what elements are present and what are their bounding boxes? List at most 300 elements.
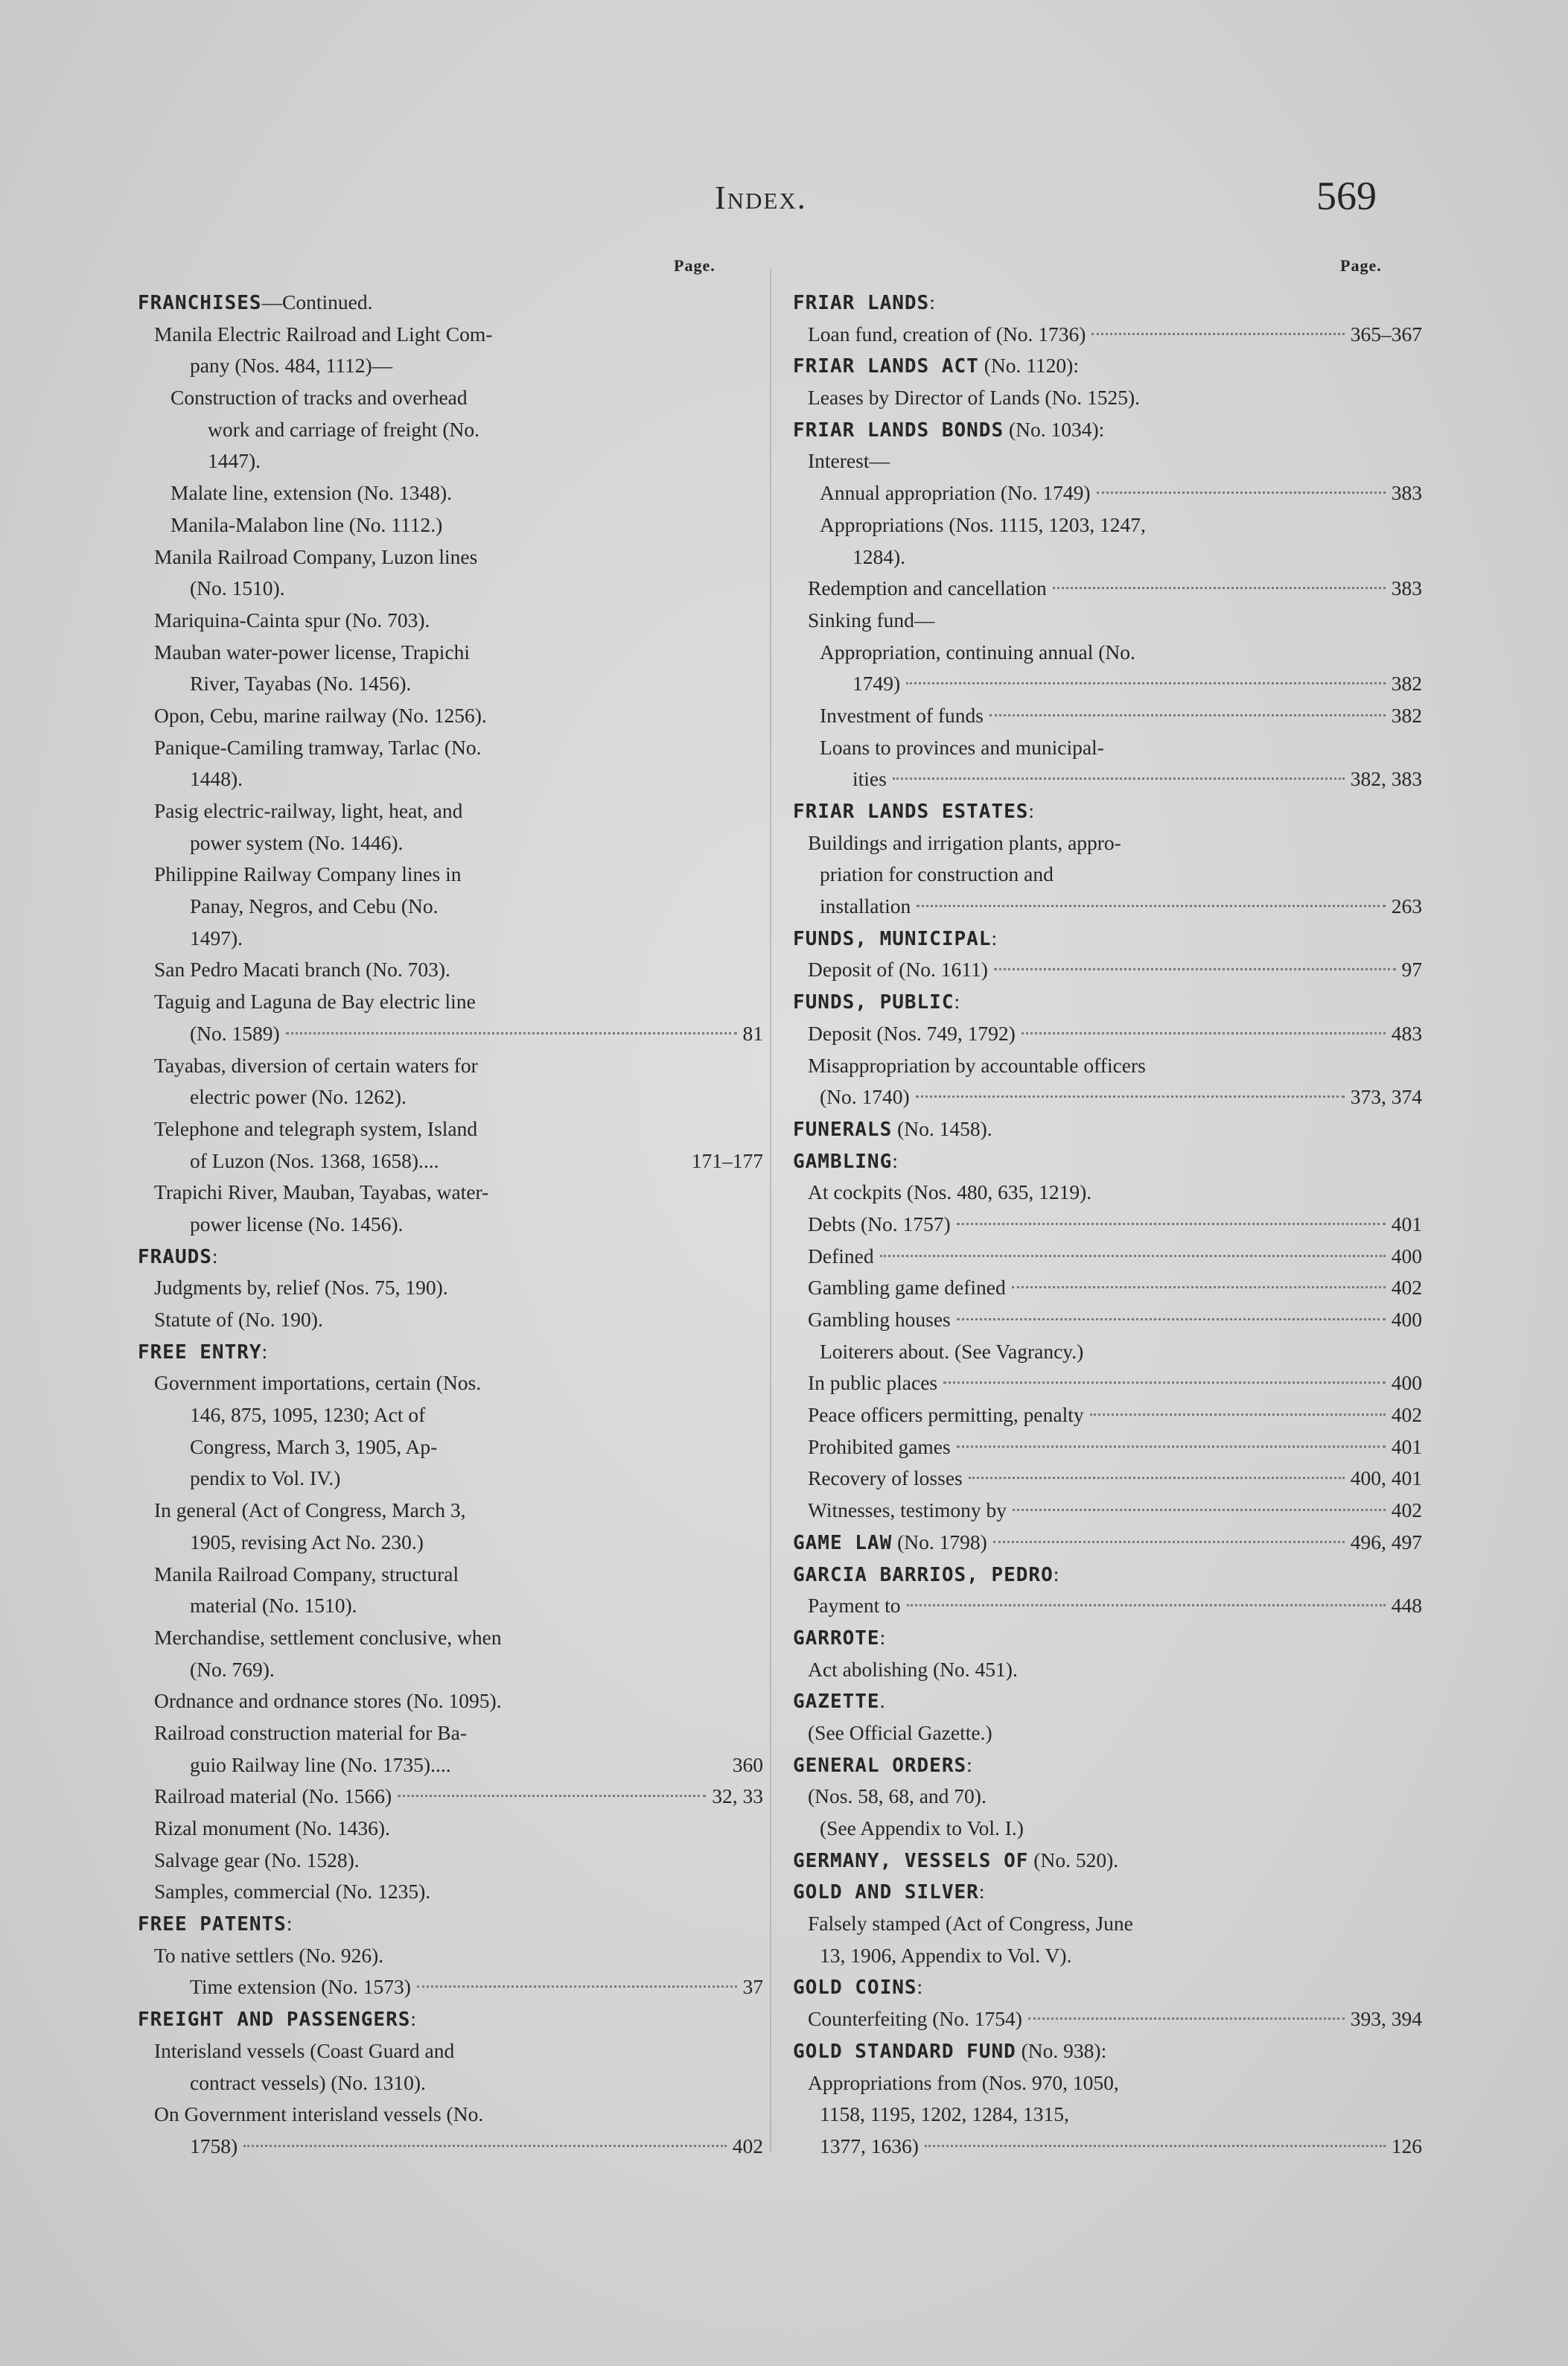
index-entry-text: Appropriation, continuing annual (No. bbox=[820, 640, 1135, 664]
index-entry-text: Railroad material (No. 1566) bbox=[154, 1784, 392, 1808]
index-entry-text: Time extension (No. 1573) bbox=[190, 1975, 411, 1999]
index-heading-line bbox=[793, 1845, 1422, 1877]
index-entry-text: Opon, Cebu, marine railway (No. 1256). bbox=[154, 703, 487, 727]
page-number: 569 bbox=[1316, 174, 1377, 218]
dot-leader bbox=[957, 1318, 1386, 1320]
index-heading-line bbox=[793, 1527, 1422, 1559]
index-entry-line bbox=[138, 1876, 763, 1908]
index-entry-line bbox=[793, 1304, 1422, 1336]
dot-leader bbox=[957, 1223, 1386, 1225]
index-heading: FRIAR LANDS BONDS bbox=[793, 419, 1004, 442]
index-entry-text: : bbox=[1053, 1562, 1059, 1586]
index-entry-text: Loans to provinces and municipal- bbox=[820, 735, 1104, 759]
index-entry-text: 1749) bbox=[852, 672, 901, 696]
index-entry-line bbox=[138, 1304, 763, 1336]
index-entry-text: (No. 1589) bbox=[190, 1021, 280, 1045]
index-entry-line bbox=[138, 1209, 763, 1241]
index-heading: FRIAR LANDS ESTATES bbox=[793, 801, 1029, 823]
index-heading: FREIGHT AND PASSENGERS bbox=[138, 2009, 411, 2032]
index-entry-text: Peace officers permitting, penalty bbox=[808, 1403, 1084, 1427]
index-entry-text: (No. 1510). bbox=[190, 576, 285, 600]
index-entry-line bbox=[793, 1399, 1422, 1431]
dot-leader bbox=[417, 1985, 737, 1988]
index-entry-line bbox=[793, 382, 1422, 414]
index-heading-line bbox=[138, 2003, 763, 2035]
index-entry-text: : bbox=[991, 926, 998, 950]
index-entry-text: Falsely stamped (Act of Congress, June bbox=[808, 1912, 1133, 1936]
dot-leader bbox=[1053, 587, 1386, 589]
index-entry-line bbox=[138, 891, 763, 923]
index-entry-text: pany (Nos. 484, 1112)— bbox=[190, 354, 393, 378]
index-entry-text: 1377, 1636) bbox=[820, 2134, 919, 2157]
page-reference: 373, 374 bbox=[1350, 1085, 1422, 1109]
index-entry-line bbox=[138, 763, 763, 795]
index-entry-text: ities bbox=[852, 767, 887, 791]
index-entry-line bbox=[793, 1813, 1422, 1845]
index-entry-line bbox=[138, 1431, 763, 1463]
index-heading: GAZETTE bbox=[793, 1691, 880, 1714]
dot-leader bbox=[1091, 333, 1344, 335]
index-entry-text: Buildings and irrigation plants, appro- bbox=[808, 830, 1121, 854]
index-entry-line bbox=[138, 1845, 763, 1877]
index-entry-line bbox=[793, 891, 1422, 923]
index-entry-text: Leases by Director of Lands (No. 1525). bbox=[808, 386, 1140, 410]
index-entry-line bbox=[138, 445, 763, 477]
page-reference: 382 bbox=[1391, 672, 1422, 696]
index-entry-line bbox=[793, 1717, 1422, 1749]
index-heading: FUNERALS bbox=[793, 1118, 893, 1141]
index-heading: GENERAL ORDERS bbox=[793, 1754, 967, 1777]
dot-leader bbox=[286, 1032, 737, 1034]
index-heading-line bbox=[793, 923, 1422, 955]
index-entry-line bbox=[793, 1177, 1422, 1209]
index-entry-line bbox=[138, 859, 763, 891]
index-entry-text: Congress, March 3, 1905, Ap- bbox=[190, 1434, 438, 1458]
right-column-page-label: Page. bbox=[1340, 256, 1382, 275]
index-entry-text: : bbox=[978, 1880, 985, 1904]
index-entry-text: Act abolishing (No. 451). bbox=[808, 1657, 1018, 1681]
index-heading-line bbox=[138, 1336, 763, 1368]
index-heading: FRAUDS bbox=[138, 1245, 212, 1268]
index-entry-text: Pasig electric-railway, light, heat, and bbox=[154, 799, 463, 822]
index-entry-text: (No. 769). bbox=[190, 1657, 275, 1681]
index-entry-line bbox=[138, 1495, 763, 1527]
dot-leader bbox=[398, 1795, 706, 1797]
index-entry-line bbox=[793, 2003, 1422, 2035]
index-entry-line bbox=[793, 1908, 1422, 1940]
index-entry-line bbox=[793, 1272, 1422, 1304]
index-entry-line bbox=[138, 1177, 763, 1209]
dot-leader bbox=[957, 1446, 1386, 1448]
index-entry-text: priation for construction and bbox=[820, 862, 1054, 886]
index-entry-line bbox=[138, 700, 763, 732]
index-entry-line bbox=[138, 1654, 763, 1686]
index-entry-line bbox=[138, 954, 763, 986]
index-entry-text: Counterfeiting (No. 1754) bbox=[808, 2007, 1022, 2031]
index-heading-line bbox=[793, 1622, 1422, 1654]
dot-leader bbox=[1090, 1413, 1386, 1416]
index-entry-text: Trapichi River, Mauban, Tayabas, water- bbox=[154, 1180, 489, 1204]
index-entry-text: (No. 1034): bbox=[1004, 417, 1105, 441]
index-entry-text: of Luzon (Nos. 1368, 1658).... bbox=[190, 1148, 439, 1172]
index-entry-line bbox=[793, 827, 1422, 859]
index-entry-text: (No. 1120): bbox=[978, 354, 1079, 378]
index-entry-line bbox=[138, 1113, 763, 1145]
index-heading: FREE PATENTS bbox=[138, 1913, 287, 1936]
index-entry-line bbox=[793, 1940, 1422, 1972]
page-reference: 496, 497 bbox=[1350, 1530, 1422, 1554]
index-entry-line bbox=[793, 1463, 1422, 1495]
index-entry-line bbox=[138, 1399, 763, 1431]
index-heading-line bbox=[793, 2035, 1422, 2067]
dot-leader bbox=[925, 2145, 1386, 2147]
index-entry-text: Manila-Malabon line (No. 1112.) bbox=[170, 512, 443, 536]
index-entry-line bbox=[138, 541, 763, 573]
index-entry-text: Appropriations from (Nos. 970, 1050, bbox=[808, 2070, 1119, 2094]
index-entry-line bbox=[138, 477, 763, 509]
index-entry-text: Manila Electric Railroad and Light Com- bbox=[154, 322, 493, 346]
index-heading-line bbox=[793, 414, 1422, 446]
index-heading-line bbox=[793, 1876, 1422, 1908]
index-entry-text: (See Appendix to Vol. I.) bbox=[820, 1816, 1024, 1839]
index-entry-line bbox=[138, 2035, 763, 2067]
index-entry-text: Annual appropriation (No. 1749) bbox=[820, 481, 1091, 505]
index-entry-text: Deposit of (No. 1611) bbox=[808, 958, 988, 982]
index-heading: GARCIA BARRIOS, PEDRO bbox=[793, 1563, 1054, 1586]
index-entry-text: pendix to Vol. IV.) bbox=[190, 1466, 341, 1490]
index-entry-line bbox=[138, 1813, 763, 1845]
index-entry-text: : bbox=[966, 1752, 972, 1776]
index-entry-line bbox=[793, 1018, 1422, 1050]
index-entry-text: installation bbox=[820, 894, 911, 918]
index-entry-line bbox=[793, 1050, 1422, 1082]
index-entry-text: Tayabas, diversion of certain waters for bbox=[154, 1053, 478, 1077]
page-reference: 97 bbox=[1401, 958, 1422, 982]
dot-leader bbox=[893, 777, 1345, 780]
page-reference: 383 bbox=[1391, 576, 1422, 600]
index-entry-line bbox=[793, 700, 1422, 732]
index-entry-line bbox=[138, 1463, 763, 1495]
index-entry-line bbox=[138, 668, 763, 700]
index-entry-line bbox=[138, 1559, 763, 1591]
index-entry-line bbox=[793, 859, 1422, 891]
index-entry-text: power license (No. 1456). bbox=[190, 1212, 404, 1236]
page-reference: 382 bbox=[1391, 703, 1422, 727]
index-entry-text: guio Railway line (No. 1735).... bbox=[190, 1752, 451, 1776]
index-entry-text: material (No. 1510). bbox=[190, 1594, 357, 1618]
index-entry-line bbox=[793, 2099, 1422, 2131]
index-entry-text: Sinking fund— bbox=[808, 608, 935, 632]
page-reference: 37 bbox=[742, 1975, 763, 1999]
index-heading-line bbox=[793, 1145, 1422, 1177]
page-reference: 402 bbox=[1391, 1403, 1422, 1427]
index-entry-text: Statute of (No. 190). bbox=[154, 1308, 323, 1331]
dot-leader bbox=[906, 682, 1386, 684]
index-entry-text: . bbox=[879, 1689, 885, 1713]
index-entry-text: Deposit (Nos. 749, 1792) bbox=[808, 1021, 1016, 1045]
index-entry-line bbox=[793, 509, 1422, 541]
index-heading: FRIAR LANDS bbox=[793, 292, 930, 314]
index-entry-text: Merchandise, settlement conclusive, when bbox=[154, 1625, 502, 1649]
index-entry-line bbox=[793, 2131, 1422, 2163]
index-entry-text: Witnesses, testimony by bbox=[808, 1498, 1007, 1522]
dot-leader bbox=[916, 1095, 1345, 1098]
index-entry-text: work and carriage of freight (No. bbox=[208, 417, 479, 441]
index-entry-text: Loiterers about. (See Vagrancy.) bbox=[820, 1339, 1084, 1363]
index-entry-text: : bbox=[286, 1912, 293, 1936]
page-reference: 400 bbox=[1391, 1371, 1422, 1395]
index-entry-text: Philippine Railway Company lines in bbox=[154, 862, 462, 886]
index-heading-line bbox=[793, 1749, 1422, 1781]
page-reference: 382, 383 bbox=[1350, 767, 1422, 791]
dot-leader bbox=[969, 1477, 1345, 1479]
index-entry-line bbox=[138, 795, 763, 827]
index-entry-text: electric power (No. 1262). bbox=[190, 1085, 407, 1109]
index-entry-line bbox=[138, 1622, 763, 1654]
index-heading-line bbox=[793, 1685, 1422, 1717]
index-entry-text: 1448). bbox=[190, 767, 243, 791]
index-entry-line bbox=[138, 605, 763, 637]
dot-leader bbox=[993, 1541, 1345, 1543]
index-entry-line bbox=[793, 954, 1422, 986]
index-entry-text: Prohibited games bbox=[808, 1434, 951, 1458]
page-reference: 393, 394 bbox=[1350, 2007, 1422, 2031]
index-entry-text: Malate line, extension (No. 1348). bbox=[170, 481, 453, 505]
index-entry-text: Government importations, certain (Nos. bbox=[154, 1371, 482, 1395]
index-entry-line bbox=[138, 827, 763, 859]
index-heading: GARROTE bbox=[793, 1626, 880, 1650]
index-heading-line bbox=[793, 986, 1422, 1018]
index-entry-text: To native settlers (No. 926). bbox=[154, 1943, 384, 1967]
index-entry-line bbox=[793, 732, 1422, 764]
index-entry-line bbox=[138, 1717, 763, 1749]
index-entry-line bbox=[793, 319, 1422, 351]
index-heading: GERMANY, VESSELS OF bbox=[793, 1849, 1029, 1872]
page-reference: 171–177 bbox=[691, 1148, 763, 1172]
dot-leader bbox=[880, 1255, 1386, 1257]
index-entry-text: Defined bbox=[808, 1244, 874, 1268]
index-entry-text: 146, 875, 1095, 1230; Act of bbox=[190, 1403, 426, 1427]
index-entry-text: 1758) bbox=[190, 2134, 238, 2157]
right-index-column bbox=[793, 287, 1422, 2163]
index-entry-text: Mauban water-power license, Trapichi bbox=[154, 640, 471, 664]
index-entry-line bbox=[793, 477, 1422, 509]
index-heading: GAMBLING bbox=[793, 1150, 893, 1173]
index-entry-text: 1905, revising Act No. 230.) bbox=[190, 1530, 424, 1554]
index-entry-line bbox=[793, 1590, 1422, 1622]
index-entry-line bbox=[138, 1527, 763, 1559]
index-heading-line bbox=[793, 1559, 1422, 1591]
index-entry-line bbox=[138, 1272, 763, 1304]
index-heading: GOLD AND SILVER bbox=[793, 1881, 979, 1904]
dot-leader bbox=[243, 2145, 727, 2147]
index-entry-line bbox=[138, 573, 763, 605]
index-entry-text: Construction of tracks and overhead bbox=[170, 386, 468, 410]
index-entry-line bbox=[793, 637, 1422, 669]
index-heading-line bbox=[793, 1113, 1422, 1145]
index-entry-line bbox=[138, 1367, 763, 1399]
left-index-column bbox=[138, 287, 763, 2163]
index-heading-line bbox=[138, 287, 763, 319]
index-entry-text: Rizal monument (No. 1436). bbox=[154, 1816, 390, 1839]
index-entry-text: 1497). bbox=[190, 926, 243, 950]
index-entry-text: —Continued. bbox=[261, 290, 373, 314]
index-entry-line bbox=[793, 1431, 1422, 1463]
dot-leader bbox=[994, 968, 1396, 970]
index-entry-text: (See Official Gazette.) bbox=[808, 1720, 992, 1744]
page-reference: 483 bbox=[1391, 1021, 1422, 1045]
index-entry-line bbox=[138, 1590, 763, 1622]
index-entry-line bbox=[793, 573, 1422, 605]
index-entry-text: Interest— bbox=[808, 449, 890, 473]
index-entry-line bbox=[138, 2131, 763, 2163]
index-entry-text: Ordnance and ordnance stores (No. 1095). bbox=[154, 1689, 502, 1713]
index-entry-text: Mariquina-Cainta spur (No. 703). bbox=[154, 608, 430, 632]
page-reference: 402 bbox=[732, 2134, 763, 2157]
index-entry-text: Interisland vessels (Coast Guard and bbox=[154, 2038, 455, 2062]
index-entry-line bbox=[793, 1495, 1422, 1527]
column-divider bbox=[770, 268, 771, 2152]
index-entry-text: In public places bbox=[808, 1371, 938, 1395]
page-reference: 448 bbox=[1391, 1594, 1422, 1618]
index-entry-text: River, Tayabas (No. 1456). bbox=[190, 672, 412, 696]
running-title: Index. bbox=[715, 179, 807, 216]
dot-leader bbox=[1012, 1286, 1386, 1288]
index-entry-text: : bbox=[954, 990, 960, 1014]
index-entry-line bbox=[138, 1971, 763, 2003]
index-entry-line bbox=[138, 2067, 763, 2099]
index-entry-text: In general (Act of Congress, March 3, bbox=[154, 1498, 466, 1522]
index-entry-line bbox=[138, 1749, 763, 1781]
index-entry-line bbox=[793, 1241, 1422, 1273]
dot-leader bbox=[943, 1381, 1386, 1384]
index-entry-line bbox=[138, 414, 763, 446]
index-entry-text: 1284). bbox=[852, 544, 906, 568]
index-heading: FRIAR LANDS ACT bbox=[793, 355, 979, 378]
index-entry-text: Misappropriation by accountable officers bbox=[808, 1053, 1146, 1077]
index-entry-line bbox=[793, 668, 1422, 700]
index-entry-line bbox=[138, 732, 763, 764]
index-entry-line bbox=[793, 1367, 1422, 1399]
page-reference: 360 bbox=[732, 1752, 763, 1776]
index-entry-text: : bbox=[410, 2007, 417, 2031]
page-reference: 400 bbox=[1391, 1308, 1422, 1331]
index-entry-line bbox=[138, 986, 763, 1018]
index-entry-line bbox=[138, 350, 763, 382]
index-entry-text: : bbox=[261, 1339, 268, 1363]
index-entry-text: 1158, 1195, 1202, 1284, 1315, bbox=[820, 2102, 1069, 2126]
index-heading-line bbox=[138, 1241, 763, 1273]
index-heading: FUNDS, PUBLIC bbox=[793, 991, 954, 1014]
index-entry-text: Gambling houses bbox=[808, 1308, 951, 1331]
dot-leader bbox=[1097, 492, 1386, 494]
index-entry-text: (Nos. 58, 68, and 70). bbox=[808, 1784, 987, 1808]
index-entry-text: Manila Railroad Company, Luzon lines bbox=[154, 544, 478, 568]
index-entry-line bbox=[138, 1018, 763, 1050]
index-entry-text: : bbox=[1028, 799, 1035, 822]
index-entry-text: contract vessels) (No. 1310). bbox=[190, 2070, 426, 2094]
index-entry-text: 13, 1906, Appendix to Vol. V). bbox=[820, 1943, 1072, 1967]
index-entry-text: Recovery of losses bbox=[808, 1466, 963, 1490]
index-heading-line bbox=[793, 1971, 1422, 2003]
index-heading: FREE ENTRY bbox=[138, 1341, 262, 1364]
index-entry-text: Judgments by, relief (Nos. 75, 190). bbox=[154, 1276, 448, 1300]
index-entry-text: Salvage gear (No. 1528). bbox=[154, 1848, 360, 1872]
index-entry-line bbox=[793, 1654, 1422, 1686]
index-entry-line bbox=[138, 1685, 763, 1717]
page-reference: 383 bbox=[1391, 481, 1422, 505]
index-entry-text: San Pedro Macati branch (No. 703). bbox=[154, 958, 450, 982]
page-reference: 365–367 bbox=[1350, 322, 1422, 346]
index-entry-line bbox=[138, 319, 763, 351]
dot-leader bbox=[1013, 1509, 1386, 1511]
index-entry-text: Redemption and cancellation bbox=[808, 576, 1047, 600]
dot-leader bbox=[1022, 1032, 1386, 1034]
index-entry-line bbox=[138, 509, 763, 541]
index-entry-text: At cockpits (Nos. 480, 635, 1219). bbox=[808, 1180, 1092, 1204]
index-entry-text: Debts (No. 1757) bbox=[808, 1212, 951, 1236]
index-entry-line bbox=[793, 1781, 1422, 1813]
index-heading-line bbox=[138, 1908, 763, 1940]
index-entry-line bbox=[138, 1081, 763, 1113]
index-entry-line bbox=[793, 763, 1422, 795]
index-entry-text: : bbox=[879, 1625, 886, 1649]
index-heading-line bbox=[793, 287, 1422, 319]
index-entry-text: : bbox=[929, 290, 935, 314]
index-entry-line bbox=[793, 2067, 1422, 2099]
index-entry-text: 1447). bbox=[208, 449, 261, 473]
index-entry-text: Investment of funds bbox=[820, 703, 984, 727]
index-entry-text: Gambling game defined bbox=[808, 1276, 1006, 1300]
index-entry-text: power system (No. 1446). bbox=[190, 830, 404, 854]
page-reference: 126 bbox=[1391, 2134, 1422, 2157]
index-heading: FRANCHISES bbox=[138, 292, 262, 314]
index-entry-text: On Government interisland vessels (No. bbox=[154, 2102, 484, 2126]
index-heading: GOLD COINS bbox=[793, 1977, 917, 2000]
index-entry-text: Payment to bbox=[808, 1594, 901, 1618]
page-reference: 401 bbox=[1391, 1212, 1422, 1236]
page-reference: 402 bbox=[1391, 1498, 1422, 1522]
index-entry-text: (No. 938): bbox=[1016, 2038, 1107, 2062]
page-reference: 400 bbox=[1391, 1244, 1422, 1268]
index-entry-line bbox=[138, 1781, 763, 1813]
index-entry-text: (No. 1798) bbox=[892, 1530, 987, 1554]
index-entry-line bbox=[138, 1145, 763, 1177]
index-entry-text: : bbox=[892, 1148, 898, 1172]
index-entry-line bbox=[793, 1336, 1422, 1368]
dot-leader bbox=[917, 905, 1386, 907]
index-entry-line bbox=[138, 637, 763, 669]
index-entry-line bbox=[138, 2099, 763, 2131]
index-entry-line bbox=[138, 1050, 763, 1082]
index-entry-text: Panique-Camiling tramway, Tarlac (No. bbox=[154, 735, 482, 759]
index-entry-text: (No. 1740) bbox=[820, 1085, 910, 1109]
page-reference: 402 bbox=[1391, 1276, 1422, 1300]
index-entry-text: : bbox=[211, 1244, 218, 1268]
index-entry-text: : bbox=[917, 1975, 923, 1999]
dot-leader bbox=[989, 714, 1386, 716]
page-reference: 32, 33 bbox=[712, 1784, 763, 1808]
index-heading: GOLD STANDARD FUND bbox=[793, 2040, 1016, 2063]
page-reference: 263 bbox=[1391, 894, 1422, 918]
index-heading: GAME LAW bbox=[793, 1531, 893, 1554]
index-entry-line bbox=[138, 382, 763, 414]
index-entry-text: Telephone and telegraph system, Island bbox=[154, 1116, 478, 1140]
index-entry-line bbox=[138, 923, 763, 955]
page-reference: 401 bbox=[1391, 1434, 1422, 1458]
index-entry-line bbox=[793, 541, 1422, 573]
index-heading: FUNDS, MUNICIPAL bbox=[793, 927, 992, 950]
